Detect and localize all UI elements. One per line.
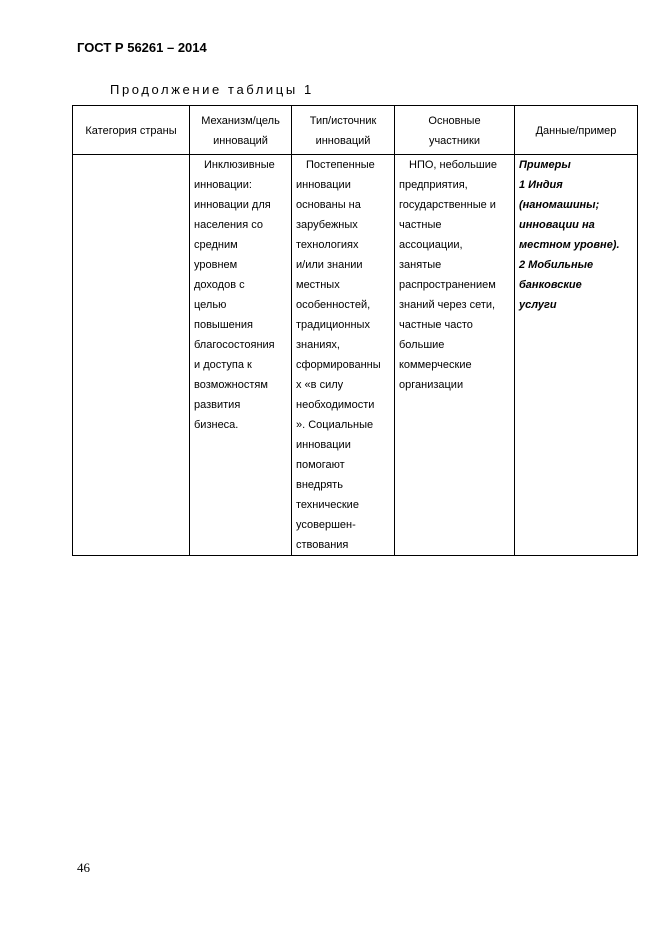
cell-line: инновации: <box>194 179 252 191</box>
cell-line: инновации для <box>194 199 271 211</box>
cell-line: развития <box>194 399 241 411</box>
cell-line: уровнем <box>194 259 238 271</box>
cell-line: ствования <box>296 539 349 551</box>
header-data-example: Данные/пример <box>515 106 638 155</box>
cell-line: технологиях <box>296 239 359 251</box>
cell-line: инновации на <box>519 219 595 231</box>
table-caption: Продолжение таблицы 1 <box>110 82 314 97</box>
cell-line: х «в силу <box>296 379 344 391</box>
cell-line: 2 Мобильные <box>519 259 594 271</box>
cell-participants <box>395 155 515 556</box>
cell-text <box>515 155 637 315</box>
header-participants <box>395 106 515 155</box>
cell-line: частные <box>399 219 442 231</box>
cell-text <box>395 155 514 395</box>
cell-line: распространением <box>399 279 496 291</box>
cell-line: организации <box>399 379 464 391</box>
cell-line: местных <box>296 279 340 291</box>
cell-data-example <box>515 155 638 556</box>
header-line: Тип/источник <box>309 115 377 127</box>
cell-mechanism <box>190 155 292 556</box>
cell-line: и доступа к <box>194 359 252 371</box>
cell-line: Инклюзивные <box>204 159 275 171</box>
header-line: инноваций <box>315 135 371 147</box>
cell-type-source <box>292 155 395 556</box>
cell-line: знаниях, <box>296 339 340 351</box>
header-country-category: Категория страны <box>73 106 190 155</box>
cell-line: ассоциации, <box>399 239 463 251</box>
cell-line: НПО, небольшие <box>409 159 497 171</box>
header-mechanism <box>190 106 292 155</box>
header-line: инноваций <box>213 135 268 147</box>
cell-line: предприятия, <box>399 179 468 191</box>
cell-line: инновации <box>296 439 351 451</box>
cell-line: возможностям <box>194 379 268 391</box>
cell-line: усовершен- <box>296 519 356 531</box>
cell-line: 1 Индия <box>519 179 563 191</box>
cell-line: традиционных <box>296 319 370 331</box>
cell-line: коммерческие <box>399 359 472 371</box>
cell-line: ». Социальные <box>296 419 374 431</box>
cell-line: бизнеса. <box>194 419 239 431</box>
cell-line: и/или знании <box>296 259 363 271</box>
cell-line: помогают <box>296 459 345 471</box>
table-header-row <box>73 106 638 155</box>
cell-line: Постепенные <box>306 159 375 171</box>
cell-line: услуги <box>519 299 557 311</box>
cell-line: населения со <box>194 219 263 231</box>
cell-line: технические <box>296 499 359 511</box>
cell-line: сформированны <box>296 359 381 371</box>
header-line: Механизм/цель <box>201 115 280 127</box>
cell-line: местном уровне). <box>519 239 620 251</box>
cell-line: банковские <box>519 279 582 291</box>
header-type-source <box>292 106 395 155</box>
cell-line: занятые <box>399 259 442 271</box>
cell-country-category <box>73 155 190 556</box>
table-row <box>73 155 638 556</box>
cell-line: необходимости <box>296 399 375 411</box>
cell-line: зарубежных <box>296 219 358 231</box>
header-line: Основные <box>428 115 481 127</box>
classification-table <box>72 105 638 556</box>
page-number: 46 <box>77 860 90 875</box>
cell-line: знаний через сети, <box>399 299 496 311</box>
cell-line: внедрять <box>296 479 343 491</box>
cell-line: государственные и <box>399 199 496 211</box>
cell-line: (наномашины; <box>519 199 600 211</box>
document-code: ГОСТ Р 56261 – 2014 <box>77 40 207 55</box>
cell-line: Примеры <box>519 159 571 171</box>
cell-text <box>292 155 394 555</box>
cell-line: доходов с <box>194 279 245 291</box>
cell-line: повышения <box>194 319 253 331</box>
cell-line: основаны на <box>296 199 361 211</box>
cell-line: благосостояния <box>194 339 275 351</box>
cell-line: средним <box>194 239 238 251</box>
cell-line: инновации <box>296 179 351 191</box>
cell-line: большие <box>399 339 445 351</box>
header-line: участники <box>428 135 481 147</box>
cell-line: целью <box>194 299 227 311</box>
cell-text <box>190 155 291 435</box>
cell-line: частные часто <box>399 319 473 331</box>
cell-line: особенностей, <box>296 299 371 311</box>
